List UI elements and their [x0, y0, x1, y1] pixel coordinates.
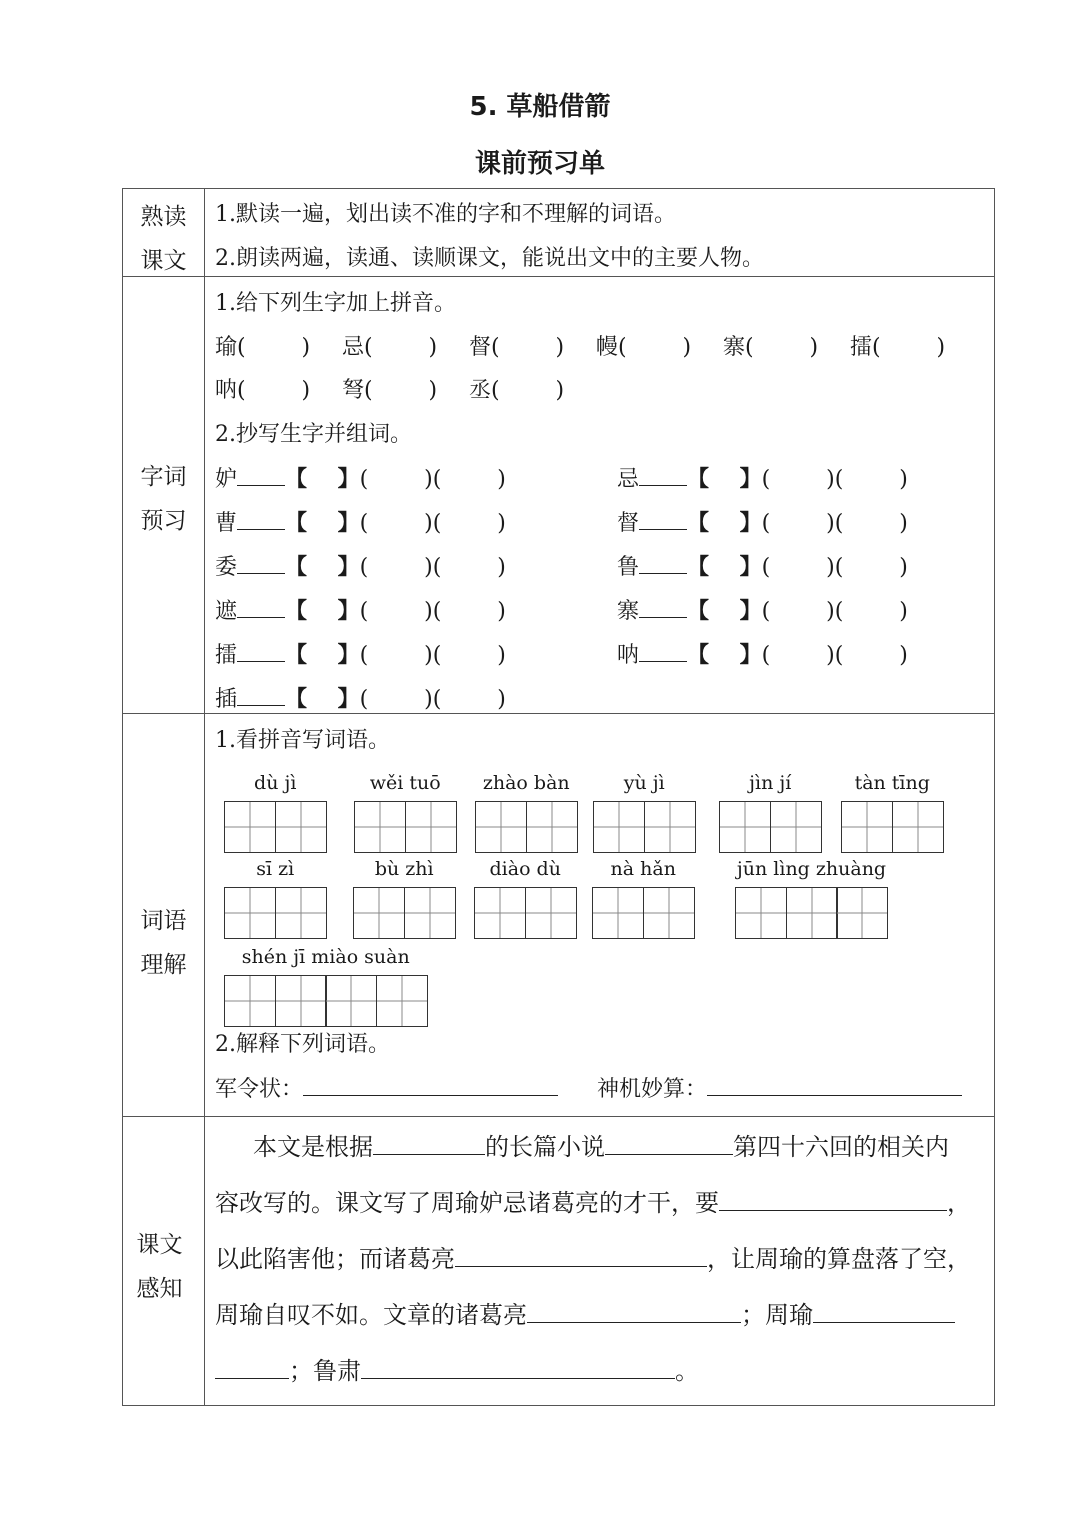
hanzi-char: 呐: [215, 378, 238, 403]
section-label-reading: 熟读 课文: [140, 204, 187, 274]
explain-line-1: 军令状：: [215, 1073, 558, 1105]
tianzige-box[interactable]: [770, 801, 822, 853]
hanzi-char: 呐: [617, 643, 640, 668]
reading-item-1: 1.默读一遍，划出读不准的字和不理解的词语。: [215, 202, 676, 227]
perception-line-4: 周瑜自叹不如。文章的诸葛亮 ；周瑜: [215, 1287, 955, 1343]
hanzi-char: 曹: [215, 511, 238, 536]
tianzige-box[interactable]: [644, 801, 696, 853]
answer-blank[interactable]: [373, 1132, 485, 1155]
answer-blank[interactable]: [215, 1356, 289, 1379]
explain-line-2: 神机妙算：: [597, 1073, 962, 1105]
answer-blank[interactable]: [707, 1073, 962, 1096]
hanzi-char: 忌: [617, 467, 640, 492]
pinyin-grid-item[interactable]: [735, 857, 888, 941]
pinyin-item[interactable]: 寨( ): [723, 335, 819, 360]
pinyin-label: nà hǎn: [610, 858, 676, 880]
tianzige-box[interactable]: [275, 975, 327, 1027]
hanzi-char: 寨: [723, 335, 746, 360]
words-question-2: 2.抄写生字并组词。: [215, 422, 412, 447]
pinyin-row-2: [215, 376, 596, 406]
reading-item-2: 2.朗读两遍，读通、读顺课文，能说出文中的主要人物。: [215, 246, 764, 271]
tianzige-box[interactable]: [841, 801, 893, 853]
pinyin-label: bù zhì: [374, 858, 434, 880]
copy-word-item[interactable]: 委 【 】( )( ): [215, 551, 506, 583]
row-divider: [123, 276, 994, 277]
vocab-question-2: 2.解释下列词语。: [215, 1032, 390, 1057]
tianzige-box[interactable]: [325, 975, 377, 1027]
tianzige-box[interactable]: [836, 887, 888, 939]
answer-blank[interactable]: [455, 1244, 707, 1267]
tianzige-box[interactable]: [526, 801, 578, 853]
hanzi-char: 插: [215, 687, 238, 712]
perception-line-3: 以此陷害他；而诸葛亮 ，让周瑜的算盘落了空，: [215, 1245, 971, 1273]
tianzige-box[interactable]: [525, 887, 577, 939]
tianzige-box[interactable]: [224, 975, 276, 1027]
section-label-vocab: 词语 理解: [140, 908, 187, 978]
section-label-perception: 课文 感知: [136, 1232, 183, 1302]
perception-line-1: 本文是根据 的长篇小说 第四十六回的相关内: [253, 1133, 949, 1161]
pinyin-item[interactable]: 弩( ): [342, 378, 438, 403]
pinyin-item[interactable]: 擂( ): [850, 335, 946, 360]
perception-line-5: ；鲁肃 。: [215, 1343, 699, 1399]
pinyin-item[interactable]: 督( ): [469, 335, 565, 360]
tianzige-box[interactable]: [224, 801, 276, 853]
vocab-question-1: 1.看拼音写词语。: [215, 728, 390, 753]
tianzige-box[interactable]: [405, 801, 457, 853]
pinyin-grid-item[interactable]: [474, 857, 577, 941]
pinyin-item[interactable]: 瑜( ): [215, 335, 311, 360]
copy-word-item[interactable]: 妒 【 】( )( ): [215, 463, 506, 495]
copy-word-item[interactable]: 擂 【 】( )( ): [215, 639, 506, 671]
hanzi-char: 督: [617, 511, 640, 536]
answer-blank[interactable]: [719, 1188, 947, 1211]
hanzi-char: 擂: [215, 643, 238, 668]
pinyin-grid-item[interactable]: [592, 857, 695, 941]
tianzige-box[interactable]: [353, 887, 405, 939]
page-subtitle: 课前预习单: [474, 149, 605, 179]
tianzige-box[interactable]: [354, 801, 406, 853]
pinyin-grid-item[interactable]: [475, 771, 578, 855]
pinyin-grid-item[interactable]: [719, 771, 822, 855]
answer-blank[interactable]: [813, 1300, 955, 1323]
preview-sheet-table: [122, 188, 995, 1406]
pinyin-label: dù jì: [254, 772, 297, 794]
pinyin-label: diào dù: [489, 858, 561, 880]
row-divider: [123, 1116, 994, 1117]
hanzi-char: 瑜: [215, 335, 238, 360]
answer-blank[interactable]: [605, 1132, 733, 1155]
pinyin-grid-item[interactable]: [224, 857, 327, 941]
tianzige-box[interactable]: [404, 887, 456, 939]
hanzi-char: 鲁: [617, 555, 640, 580]
hanzi-char: 擂: [850, 335, 873, 360]
pinyin-item[interactable]: 幔( ): [596, 335, 692, 360]
column-divider: [204, 189, 205, 1405]
tianzige-box[interactable]: [643, 887, 695, 939]
pinyin-label: sī zì: [256, 858, 295, 880]
hanzi-char: 弩: [342, 378, 365, 403]
hanzi-char: 幔: [596, 335, 619, 360]
tianzige-box[interactable]: [275, 801, 327, 853]
pinyin-item[interactable]: 丞( ): [469, 378, 565, 403]
pinyin-grid-item[interactable]: [841, 771, 944, 855]
hanzi-char: 丞: [469, 378, 492, 403]
answer-blank[interactable]: [527, 1300, 741, 1323]
tianzige-box[interactable]: [224, 887, 276, 939]
answer-blank[interactable]: [361, 1356, 675, 1379]
pinyin-label: jìn jí: [749, 772, 792, 794]
tianzige-box[interactable]: [592, 887, 644, 939]
copy-word-item[interactable]: 呐 【 】( )( ): [617, 639, 908, 671]
tianzige-box[interactable]: [475, 801, 527, 853]
pinyin-item[interactable]: 忌( ): [342, 335, 438, 360]
copy-word-item[interactable]: 忌 【 】( )( ): [617, 463, 908, 495]
tianzige-box[interactable]: [719, 801, 771, 853]
hanzi-char: 督: [469, 335, 492, 360]
hanzi-char: 妒: [215, 467, 238, 492]
section-label-words: 字词 预习: [140, 464, 187, 534]
tianzige-box[interactable]: [376, 975, 428, 1027]
page-title: 5. 草船借箭: [469, 92, 611, 122]
pinyin-grid-item[interactable]: [224, 945, 428, 1029]
hanzi-char: 遮: [215, 599, 238, 624]
copy-word-item[interactable]: 曹 【 】( )( ): [215, 507, 506, 539]
pinyin-item[interactable]: 呐( ): [215, 378, 311, 403]
pinyin-row-1: [215, 333, 977, 363]
hanzi-char: 委: [215, 555, 238, 580]
copy-word-item[interactable]: 插 【 】( )( ): [215, 683, 506, 715]
pinyin-grid-item[interactable]: [354, 771, 457, 855]
tianzige-box[interactable]: [892, 801, 944, 853]
pinyin-grid-item[interactable]: [224, 771, 327, 855]
pinyin-label: shén jī miào suàn: [241, 946, 410, 968]
pinyin-label: yù jì: [623, 772, 665, 794]
pinyin-label: tàn tīng: [854, 772, 930, 794]
copy-word-item[interactable]: 鲁 【 】( )( ): [617, 551, 908, 583]
pinyin-grid-item[interactable]: [593, 771, 696, 855]
tianzige-box[interactable]: [735, 887, 787, 939]
pinyin-label: wěi tuō: [369, 772, 441, 794]
copy-word-item[interactable]: 督 【 】( )( ): [617, 507, 908, 539]
words-question-1: 1.给下列生字加上拼音。: [215, 291, 456, 316]
copy-word-item[interactable]: 遮 【 】( )( ): [215, 595, 506, 627]
tianzige-box[interactable]: [593, 801, 645, 853]
perception-line-2: 容改写的。课文写了周瑜妒忌诸葛亮的才干，要 ，: [215, 1189, 971, 1217]
pinyin-label: zhào bàn: [482, 772, 570, 794]
copy-word-item[interactable]: 寨 【 】( )( ): [617, 595, 908, 627]
pinyin-label: jūn lìng zhuàng: [736, 858, 887, 880]
tianzige-box[interactable]: [474, 887, 526, 939]
answer-blank[interactable]: [303, 1073, 558, 1096]
hanzi-char: 寨: [617, 599, 640, 624]
pinyin-grid-item[interactable]: [353, 857, 456, 941]
tianzige-box[interactable]: [786, 887, 838, 939]
tianzige-box[interactable]: [275, 887, 327, 939]
hanzi-char: 忌: [342, 335, 365, 360]
